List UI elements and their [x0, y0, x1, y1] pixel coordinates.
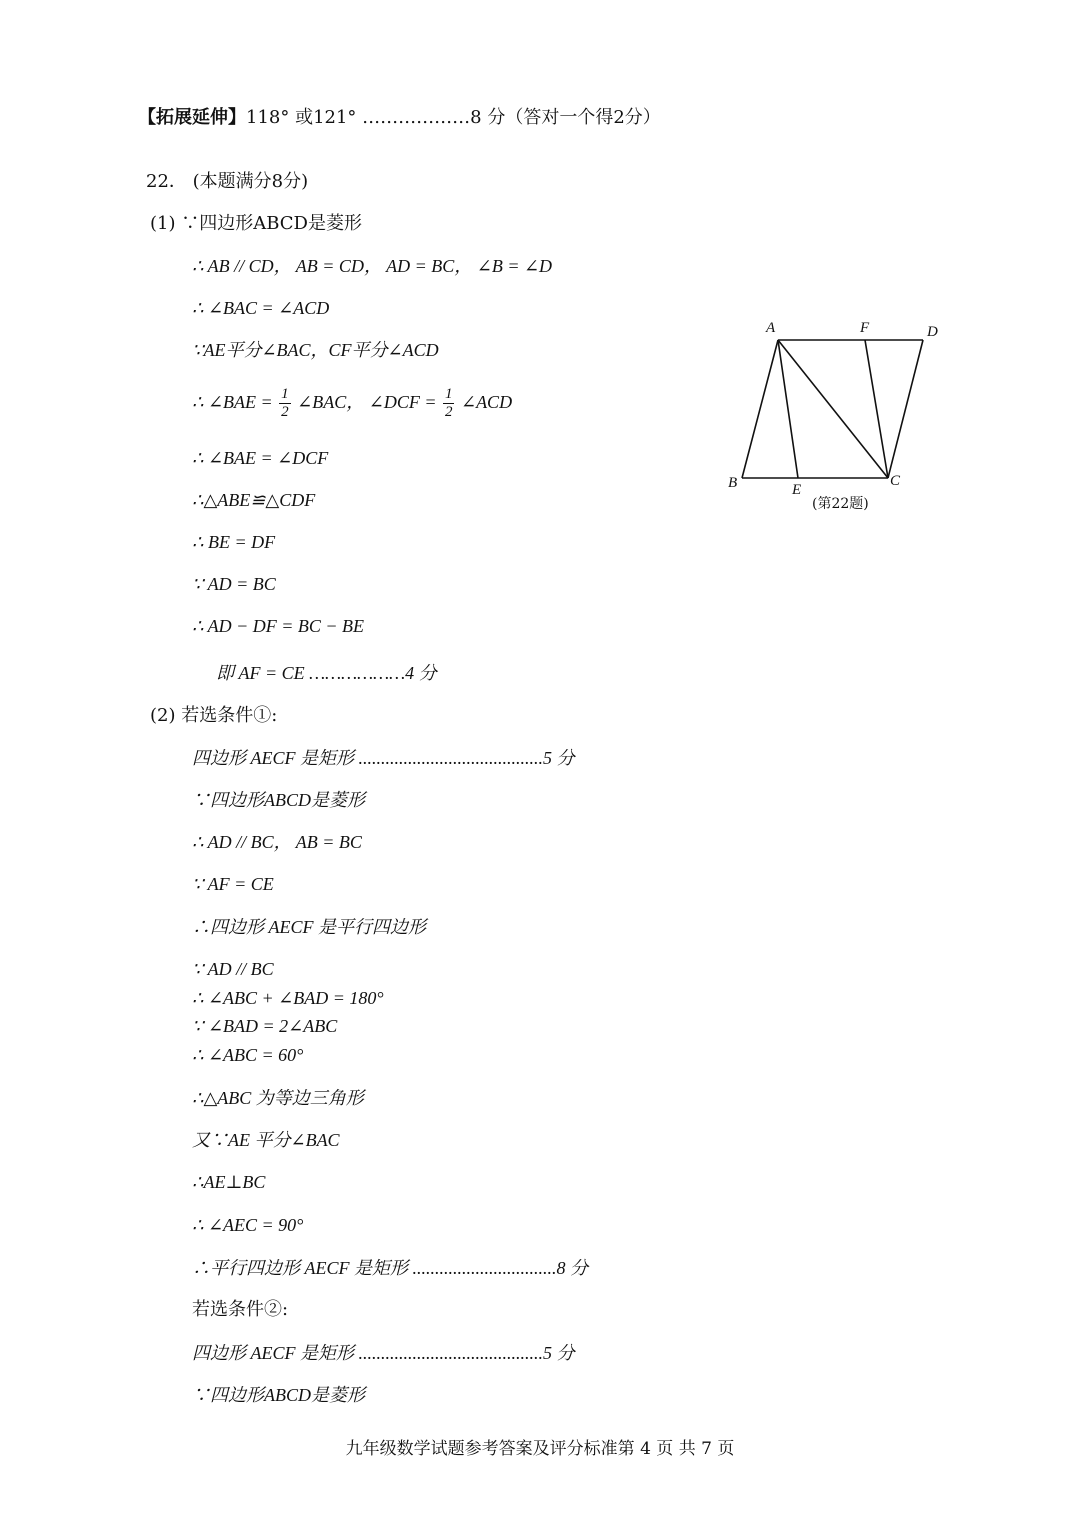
proof-text: ∠BAC， ∠DCF = — [297, 392, 437, 412]
q22-heading: 22． (本题满分8分) — [146, 171, 309, 192]
part2-title: (2) 若选条件①: — [150, 705, 278, 726]
proof-line: ∴ BE = DF — [192, 532, 276, 552]
proof-line: ∵ AD = BC — [192, 574, 276, 594]
proof-line: ∵四边形ABCD是菱形 — [192, 790, 365, 810]
proof-line: ∴ AD // BC， AB = BC — [192, 832, 362, 852]
proof-line: ∵ AF = CE — [192, 874, 274, 894]
fraction-numerator: 1 — [444, 386, 453, 403]
proof-line: ∵四边形ABCD是菱形 — [192, 1385, 365, 1405]
part1-title: (1) ∵四边形ABCD是菱形 — [150, 213, 362, 234]
point-label-b: B — [728, 475, 738, 491]
fraction-denominator: 2 — [444, 404, 453, 421]
extension-label: 【拓展延伸】 — [138, 107, 246, 128]
proof-line: 又∵AE 平分∠BAC — [192, 1130, 340, 1150]
proof-text: ∠ACD — [460, 392, 513, 412]
segment-cf — [865, 340, 888, 478]
point-label-f: F — [860, 320, 870, 336]
proof-line: ∵AE平分∠BAC，CF平分∠ACD — [192, 340, 439, 360]
proof-line: 四边形 AECF 是矩形 .........................................5 分 — [192, 1343, 575, 1363]
proof-line: ∴ ∠ABC = 60° — [192, 1045, 304, 1065]
proof-text: ∴ ∠BAE = — [192, 392, 273, 412]
rhombus-diagram — [720, 315, 950, 495]
proof-line: ∴ AD − DF = BC − BE — [192, 616, 365, 636]
figure-caption: (第22题) — [812, 496, 869, 512]
proof-line: ∴ ∠BAE = ∠DCF — [192, 448, 329, 468]
rhombus-figure — [720, 315, 950, 520]
point-label-e: E — [792, 482, 802, 495]
page-footer: 九年级数学试题参考答案及评分标准第 4 页 共 7 页 — [345, 1439, 735, 1459]
proof-line: ∵ ∠BAD = 2∠ABC — [192, 1016, 338, 1036]
proof-line: ∴ AB // CD， AB = CD， AD = BC， ∠B = ∠D — [192, 256, 553, 276]
half-fraction — [443, 386, 455, 421]
side-ab — [742, 340, 778, 478]
half-fraction — [279, 386, 291, 421]
proof-line: ∴AE⊥BC — [192, 1172, 266, 1192]
proof-line-fraction — [192, 380, 512, 424]
proof-line: ∵ AD // BC — [192, 959, 274, 979]
point-label-c: C — [890, 473, 901, 489]
fraction-numerator: 1 — [281, 386, 289, 403]
extension-line — [138, 106, 661, 130]
proof-line-score: 即 AF = CE ………………4 分 — [216, 663, 437, 683]
proof-line: ∴ ∠ABC + ∠BAD = 180° — [192, 988, 384, 1008]
proof-line: ∴△ABE≌△CDF — [192, 490, 316, 510]
proof-line: ∴ ∠AEC = 90° — [192, 1215, 304, 1235]
proof-line: ∴△ABC 为等边三角形 — [192, 1088, 364, 1108]
condition2-title: 若选条件②: — [192, 1299, 289, 1320]
extension-answer: 118° 或121° ………………8 分（答对一个得2分） — [246, 107, 661, 128]
proof-line: ∴四边形 AECF 是平行四边形 — [192, 917, 426, 937]
point-label-d: D — [927, 324, 938, 340]
point-label-a: A — [766, 320, 776, 336]
fraction-denominator: 2 — [281, 404, 289, 421]
proof-line: 四边形 AECF 是矩形 .........................................5 分 — [192, 748, 575, 768]
side-cd — [888, 340, 923, 478]
proof-line: ∴平行四边形 AECF 是矩形 ................................8 分 — [192, 1258, 588, 1278]
proof-line: ∴ ∠BAC = ∠ACD — [192, 298, 330, 318]
